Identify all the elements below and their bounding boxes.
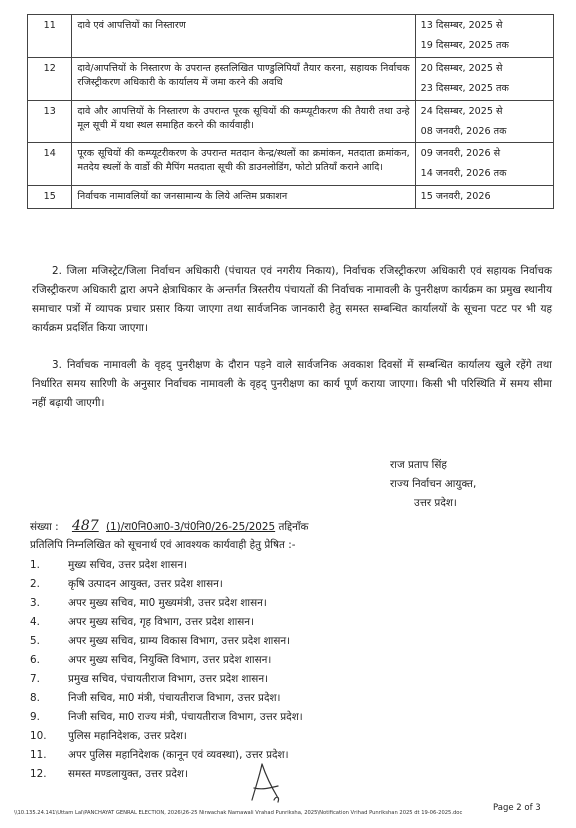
task-description: दावे और आपत्तियों के निस्तारण के उपरान्त पूरक सूचियों की कम्प्यूटीकरण की तैयारी तथा उन्हे मूल सूची में यथा स्थल समाहित करने की कार्यवाही। xyxy=(72,100,415,143)
signature-block xyxy=(390,456,476,513)
date-range: 24 दिसम्बर, 2025 से 08 जनवरी, 2026 तक xyxy=(415,100,553,143)
signatory-name: राज प्रताप सिंह xyxy=(390,459,447,471)
list-item: 3. अपर मुख्य सचिव, मा0 मुख्यमंत्री, उत्तर प्रदेश शासन। xyxy=(30,597,267,609)
handwritten-initials-icon xyxy=(248,760,284,806)
serial-number: 11 xyxy=(28,15,72,58)
page-number: Page 2 of 3 xyxy=(493,803,541,813)
paragraph-holidays: 3. निर्वाचक नामावली के वृहद् पुनरीक्षण के दौरान पड़ने वाले सार्वजनिक अवकाश दिवसों में सम्बन्धित कार्यालय खुले रहेंगे तथा निर्धारित समय सारिणी के अनुसार निर्वाचक नामावली के वृहद् पुनरीक्षण का कार्य पूर्ण कराया जाएगा। किसी भी परिस्थिति में समय सीमा नहीं बढ़ायी जाएगी। xyxy=(32,359,552,409)
date-range: 09 जनवरी, 2026 से 14 जनवरी, 2026 तक xyxy=(415,143,553,186)
table-row xyxy=(28,143,554,186)
paragraph-publicity: 2. जिला मजिस्ट्रेट/जिला निर्वाचन अधिकारी (पंचायत एवं नगरीय निकाय), निर्वाचक रजिस्ट्रीकरण अधिकारी एवं सहायक निर्वाचक रजिस्ट्रीकरण अधिकारी द्वारा अपने क्षेत्राधिकार के अन्तर्गत त्रिस्तरीय पंचायतों की निर्वाचक नामावली के पुनरीक्षण कार्यक्रम का प्रमुख स्थानीय समाचार पत्रों में व्यापक प्रचार प्रसार किया जाएगा तथा सार्वजनिक जानकारी हेतु समस्त सम्बन्धित कार्यालयों के सूचना पटट पर भी यह कार्यक्रम प्रदर्शित किया जाएगा। xyxy=(32,265,552,334)
reference-label: संख्या : xyxy=(30,521,59,533)
table-row xyxy=(28,186,554,209)
task-description: निर्वाचक नामावलियों का जनसामान्य के लिये अन्तिम प्रकाशन xyxy=(72,186,415,209)
copy-heading: प्रतिलिपि निम्नलिखित को सूचनार्थ एवं आवश्यक कार्यवाही हेतु प्रेषित :- xyxy=(30,539,296,551)
file-path-footer: \\10.135.24.141\Uttam Lal\PANCHAYAT GENRAL ELECTION, 2026\26-25 Nirwachak Namawali Vrahad Punriksha, 2025\Notification Vrihad Punrikshan 2025 dt 19-06-2025.doc xyxy=(14,810,463,816)
handwritten-number: 487 xyxy=(71,518,99,534)
list-item: 8. निजी सचिव, मा0 मंत्री, पंचायतीराज विभाग, उत्तर प्रदेश। xyxy=(30,692,281,704)
list-item: 12. समस्त मण्डलायुक्त, उत्तर प्रदेश। xyxy=(30,768,188,780)
list-item: 2. कृषि उत्पादन आयुक्त, उत्तर प्रदेश शासन। xyxy=(30,578,223,590)
list-item: 10. पुलिस महानिदेशक, उत्तर प्रदेश। xyxy=(30,730,187,742)
list-item: 11. अपर पुलिस महानिदेशक (कानून एवं व्यवस्था), उत्तर प्रदेश। xyxy=(30,749,289,761)
serial-number: 15 xyxy=(28,186,72,209)
list-item: 4. अपर मुख्य सचिव, गृह विभाग, उत्तर प्रदेश शासन। xyxy=(30,616,255,628)
reference-date: तद्दिनॉंक xyxy=(278,521,309,533)
list-item: 9. निजी सचिव, मा0 राज्य मंत्री, पंचायतीराज विभाग, उत्तर प्रदेश। xyxy=(30,711,303,723)
table-row xyxy=(28,100,554,143)
date-range: 13 दिसम्बर, 2025 से 19 दिसम्बर, 2025 तक xyxy=(415,15,553,58)
list-item: 7. प्रमुख सचिव, पंचायतीराज विभाग, उत्तर प्रदेश शासन। xyxy=(30,673,269,685)
date-range: 20 दिसम्बर, 2025 से 23 दिसम्बर, 2025 तक xyxy=(415,57,553,100)
task-description: दावे/आपत्तियों के निस्तारण के उपरान्त हस्तलिखित पाण्डुलिपियाँ तैयार करना, सहायक निर्वाचक रजिस्ट्रीकरण अधिकारी के कार्यालय में जमा करने की अवधि xyxy=(72,57,415,100)
recipient-list xyxy=(30,556,303,784)
list-item: 5. अपर मुख्य सचिव, ग्राम्य विकास विभाग, उत्तर प्रदेश शासन। xyxy=(30,635,291,647)
reference-code: (1)/रा0नि0आ0-3/पं0नि0/26-25/2025 xyxy=(105,521,276,533)
serial-number: 14 xyxy=(28,143,72,186)
serial-number: 12 xyxy=(28,57,72,100)
task-description: पूरक सूचियों की कम्प्यूटरीकरण के उपरान्त मतदान केन्द्र/स्थलों का क्रमांकन, मतदाता क्रमांकन, मतदेय स्थलों के वार्डो की मैपिंग मतदाता सूची की डाउनलोडिंग, फोटो प्रतियाँ कराने आदि। xyxy=(72,143,415,186)
reference-number xyxy=(30,518,309,534)
list-item: 1. मुख्य सचिव, उत्तर प्रदेश शासन। xyxy=(30,559,188,571)
list-item: 6. अपर मुख्य सचिव, नियुक्ति विभाग, उत्तर प्रदेश शासन। xyxy=(30,654,272,666)
signatory-state: उत्तर प्रदेश। xyxy=(414,497,457,509)
task-description: दावे एवं आपत्तियों का निस्तारण xyxy=(72,15,415,58)
serial-number: 13 xyxy=(28,100,72,143)
schedule-table xyxy=(27,14,554,209)
table-row xyxy=(28,57,554,100)
table-row xyxy=(28,15,554,58)
date-range: 15 जनवरी, 2026 xyxy=(415,186,553,209)
signatory-designation: राज्य निर्वाचन आयुक्त, xyxy=(390,478,477,490)
